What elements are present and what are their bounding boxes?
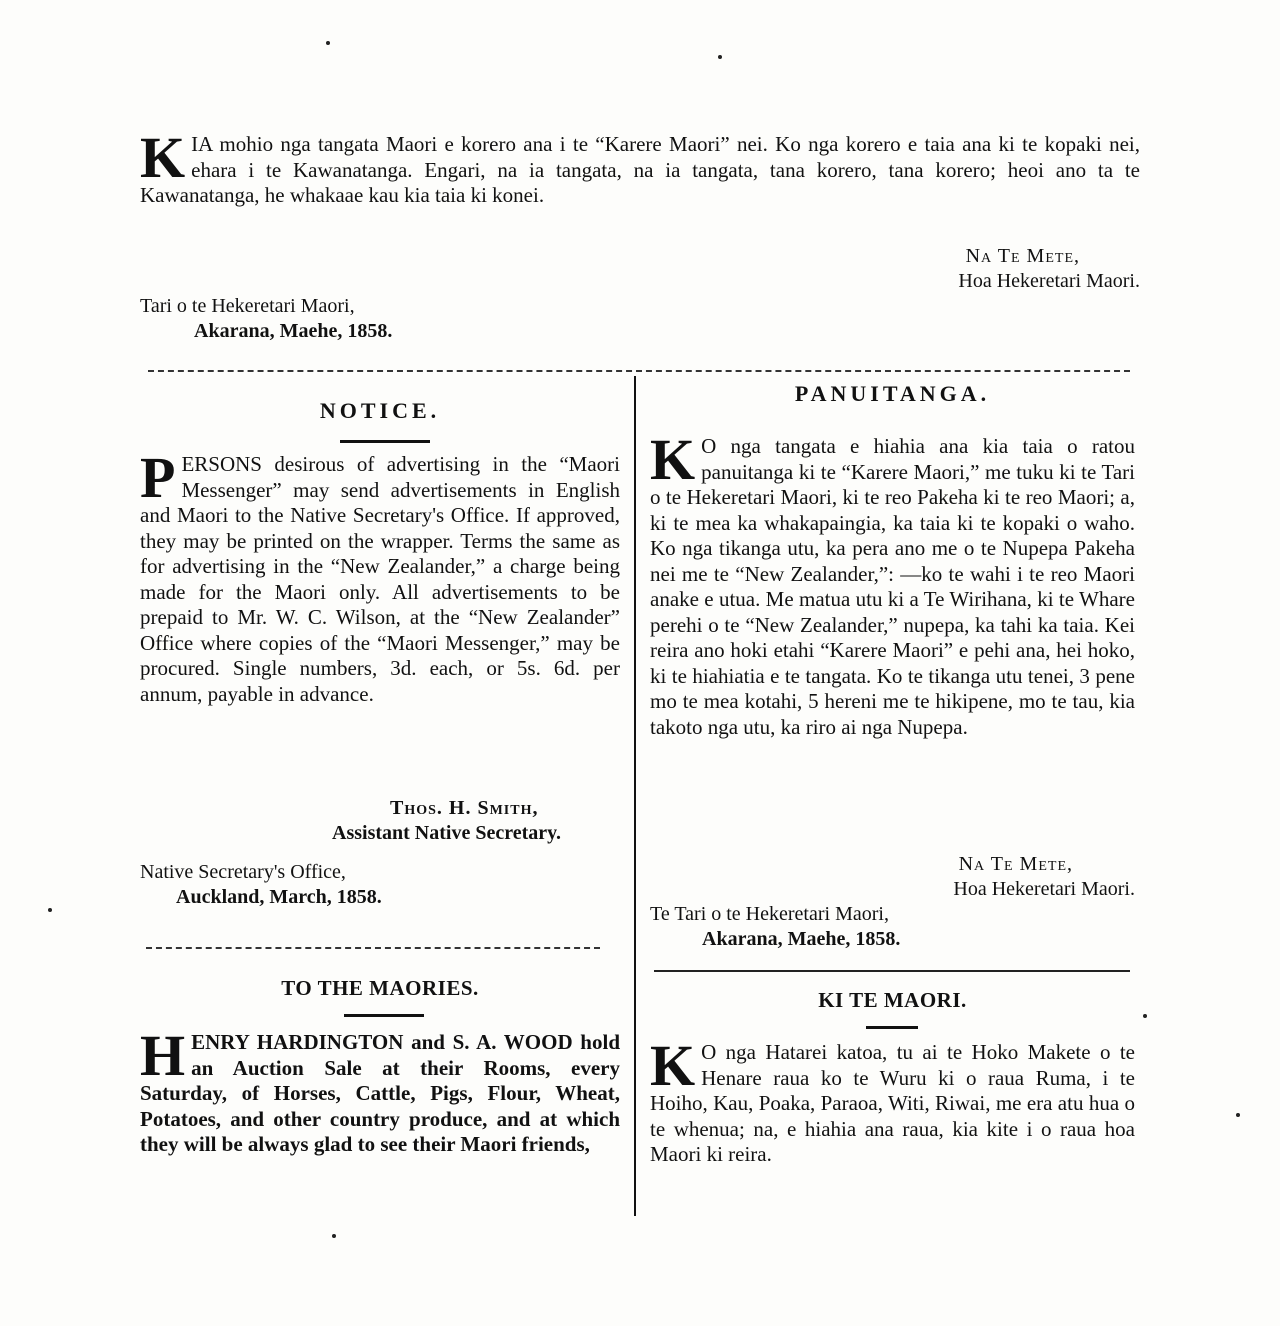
notice-dropcap: P <box>140 445 176 510</box>
notice-heading-rule <box>340 440 430 443</box>
intro-dropcap: K <box>140 125 186 190</box>
panuitanga-signature-name: Na Te Mete, <box>958 853 1073 875</box>
notice-heading: NOTICE. <box>319 398 441 423</box>
notice-office-name: Native Secretary's Office, <box>140 861 346 883</box>
ki-te-maori-paragraph <box>650 1033 1135 1168</box>
notice-signature-title: Assistant Native Secretary. <box>332 822 562 844</box>
panuitanga-place-date: Akarana, Maehe, 1858. <box>702 928 901 950</box>
notice-place-date: Auckland, March, 1858. <box>176 886 382 908</box>
intro-text: IA mohio nga tangata Maori e korero ana i te “Karere Maori” nei. Ko nga korero e taia ana ki te kopaki nei, ehara i te Kawanatanga. Engari, na ia tangata, na ia tangata, tana korero, tana korero; heoi ano ta te Kawanatanga, he whakaae kau kia taia ki konei. <box>140 132 1140 207</box>
ink-speck <box>718 55 722 59</box>
ki-te-maori-dropcap: K <box>650 1033 696 1098</box>
intro-section <box>140 125 1140 209</box>
intro-signature-name: Na Te Mete, <box>965 245 1080 267</box>
panuitanga-text: O nga tangata e hiahia ana kia taia o ratou panuitanga ki te “Karere Maori,” me tuku ki te Tari o te Hekeretari Maori, ki te reo Pakeha ki te reo Maori; a, ki te mea ka whakapaingia, ka taia ki te kopaki o waho. Ko nga tikanga utu, ka pera ano me o te Nupepa Pakeha nei me te “New Zealander,”: —ko te wahi i te reo Maori anake e utua. Me matua utu ki a Te Wirihana, ki te Whare perehi o te “New Zealander,” nupepa, ka tahi ka taia. Kei reira ano hoki etahi “Karere Maori” e pehi ana, hei hoko, ki te hiahiatia e te tangata. Ko te tikanga utu tenei, 3 pene mo te mea kotahi, 5 hereni me te hikipene, mo te tau, kia takoto nga utu, ka riro ai nga Nupepa. <box>650 434 1135 739</box>
to-maories-heading-rule <box>344 1014 424 1017</box>
ki-te-maori-heading: KI TE MAORI. <box>818 988 967 1012</box>
panuitanga-dropcap: K <box>650 427 696 492</box>
ink-speck <box>48 908 52 912</box>
intro-signature-title: Hoa Hekeretari Maori. <box>958 270 1140 292</box>
ki-te-maori-heading-rule <box>866 1026 918 1029</box>
intro-place-date: Akarana, Maehe, 1858. <box>194 320 393 342</box>
ink-speck <box>1143 1014 1147 1018</box>
panuitanga-office <box>650 902 1130 952</box>
notice-office <box>140 860 620 910</box>
to-maories-text: ENRY HARDINGTON and S. A. WOOD hold an Auction Sale at their Rooms, every Saturday, of Horses, Cattle, Pigs, Flour, Wheat, Potatoes, and other country produce, and at which they will be always glad to see their Maori friends, <box>140 1030 620 1156</box>
ki-te-maori-text: O nga Hatarei katoa, tu ai te Hoko Makete o te Henare raua ko te Wuru ki o raua Ruma, i te Hoiho, Kau, Poaka, Paraoa, Witi, Riwai, me era atu hua o te whenua; na, e hiahia ana raua, kia kite i o raua hoa Maori ki reira. <box>650 1040 1135 1166</box>
to-maories-paragraph <box>140 1023 620 1158</box>
panuitanga-heading: PANUITANGA. <box>794 381 991 406</box>
notice-signature-name: Thos. H. Smith, <box>390 797 539 819</box>
notice-text: ERSONS desirous of advertising in the “Maori Messenger” may send advertisements in English and Maori to the Native Secretary's Office. If approved, they may be printed on the wrapper. Terms the same as for advertising in the “New Zealander,” a charge being made for the Maori only. All advertisements to be prepaid to Mr. W. C. Wilson, at the “New Zealander” Office where copies of the “Maori Messenger,” may be procured. Single numbers, 3d. each, or 5s. 6d. per annum, payable in advance. <box>140 452 620 706</box>
section-divider <box>148 370 1130 372</box>
intro-office-name: Tari o te Hekeretari Maori, <box>140 295 355 317</box>
panuitanga-signature-title: Hoa Hekeretari Maori. <box>953 878 1135 900</box>
ink-speck <box>326 41 330 45</box>
column-divider <box>634 376 636 1216</box>
notice-signature <box>300 796 620 846</box>
left-divider <box>146 947 600 949</box>
intro-signature <box>820 244 1140 294</box>
intro-paragraph <box>140 125 1140 209</box>
ink-speck <box>332 1234 336 1238</box>
panuitanga-signature <box>820 852 1135 902</box>
to-maories-dropcap: H <box>140 1023 186 1088</box>
to-maories-heading: TO THE MAORIES. <box>281 976 479 1000</box>
intro-office <box>140 294 540 344</box>
right-divider <box>654 970 1130 972</box>
panuitanga-office-name: Te Tari o te Hekeretari Maori, <box>650 903 889 925</box>
ink-speck <box>1236 1113 1240 1117</box>
notice-paragraph <box>140 445 620 707</box>
panuitanga-paragraph <box>650 427 1135 740</box>
